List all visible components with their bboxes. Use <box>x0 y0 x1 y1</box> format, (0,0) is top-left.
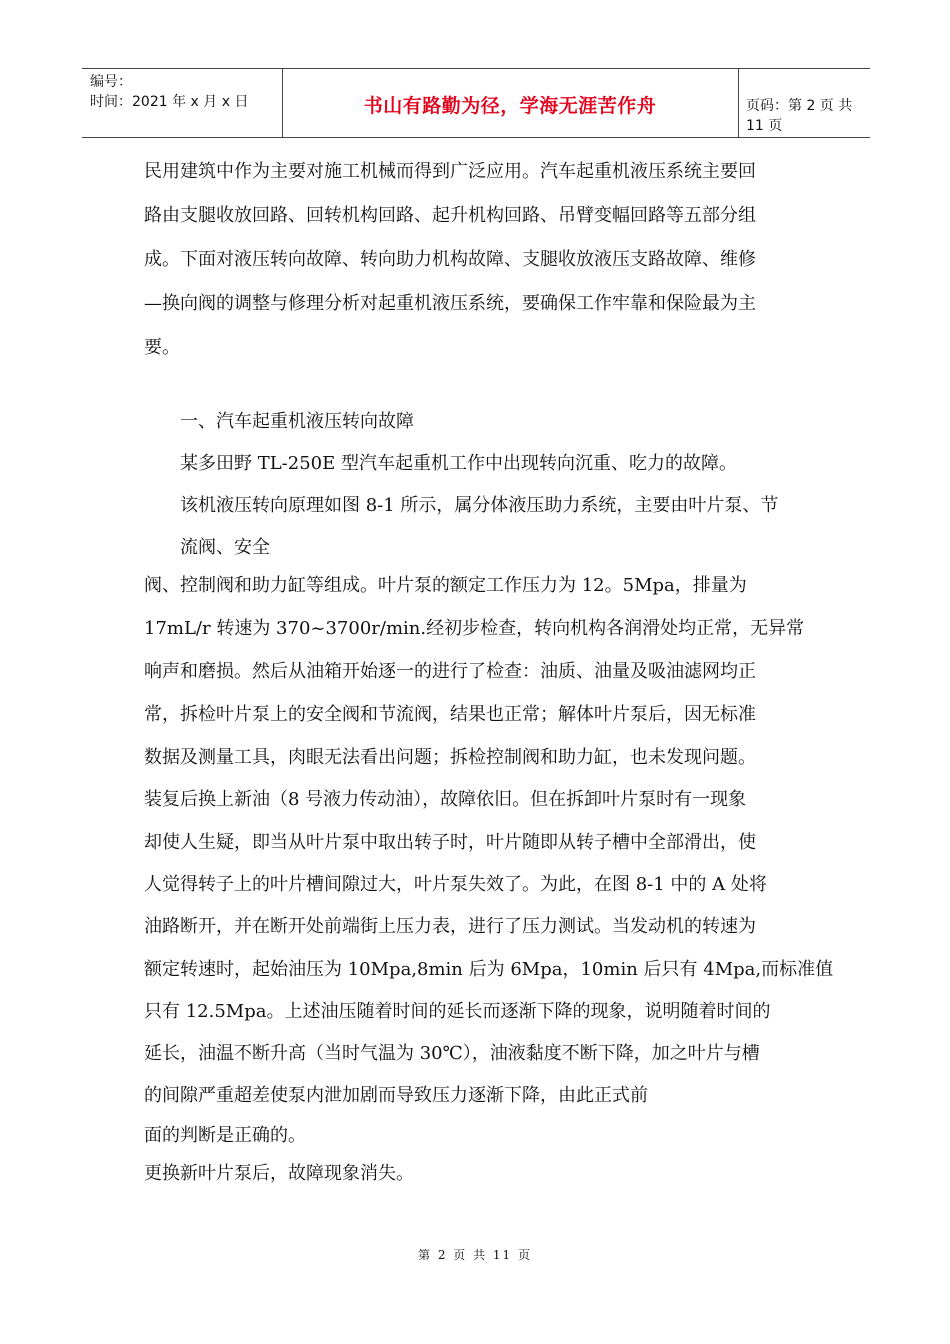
code-label: 编号： <box>90 74 132 90</box>
header-motto-cell <box>282 69 739 137</box>
body-line: 某多田野 TL-250E 型汽车起重机工作中出现转向沉重、吃力的故障。 <box>180 453 737 474</box>
body-line: 额定转速时，起始油压为 10Mpa,8min 后为 6Mpa，10min 后只有 4Mpa,而标准值 <box>144 959 834 980</box>
body-line: 面的判断是正确的。 <box>144 1125 306 1146</box>
section-heading: 一、汽车起重机液压转向故障 <box>180 411 414 432</box>
time-label: 时间：2021 年 x 月 x 日 <box>90 94 249 110</box>
body-line: 人觉得转子上的叶片槽间隙过大，叶片泵失效了。为此，在图 8-1 中的 A 处将 <box>144 874 767 895</box>
body-line: 该机液压转向原理如图 8-1 所示，属分体液压助力系统，主要由叶片泵、节 <box>180 495 779 516</box>
body-line: 民用建筑中作为主要对施工机械而得到广泛应用。汽车起重机液压系统主要回 <box>144 161 756 182</box>
body-line: 装复后换上新油（8 号液力传动油），故障依旧。但在拆卸叶片泵时有一现象 <box>144 789 747 810</box>
body-line: —换向阀的调整与修理分析对起重机液压系统，要确保工作牢靠和保险最为主 <box>144 293 756 314</box>
header-meta-cell <box>82 69 283 137</box>
motto: 书山有路勤为径，学海无涯苦作舟 <box>363 95 657 117</box>
body-line: 17mL/r 转速为 370~3700r/min.经初步检查，转向机构各润滑处均正常，无异常 <box>144 618 805 639</box>
body-line: 却使人生疑，即当从叶片泵中取出转子时，叶片随即从转子槽中全部滑出，使 <box>144 832 756 853</box>
body-line: 成。下面对液压转向故障、转向助力机构故障、支腿收放液压支路故障、维修 <box>144 249 756 270</box>
body-line: 路由支腿收放回路、回转机构回路、起升机构回路、吊臂变幅回路等五部分组 <box>144 205 756 226</box>
header-table <box>82 68 870 138</box>
page-footer: 第 2 页 共 11 页 <box>418 1248 532 1262</box>
body-line: 只有 12.5Mpa。上述油压随着时间的延长而逐渐下降的现象，说明随着时间的 <box>144 1001 771 1022</box>
body-line: 阀、控制阀和助力缸等组成。叶片泵的额定工作压力为 12。5Mpa，排量为 <box>144 575 747 596</box>
body-line: 油路断开，并在断开处前端街上压力表，进行了压力测试。当发动机的转速为 <box>144 916 756 937</box>
body-line: 延长，油温不断升高（当时气温为 30℃），油液黏度不断下降，加之叶片与槽 <box>144 1043 760 1064</box>
body-line: 的间隙严重超差使泵内泄加剧而导致压力逐渐下降，由此正式前 <box>144 1085 648 1106</box>
body-line: 流阀、安全 <box>180 537 270 558</box>
header-page-cell <box>738 69 870 137</box>
body-line: 常，拆检叶片泵上的安全阀和节流阀，结果也正常；解体叶片泵后，因无标准 <box>144 704 756 725</box>
body-line: 数据及测量工具，肉眼无法看出问题；拆检控制阀和助力缸，也未发现问题。 <box>144 747 756 768</box>
body-line: 更换新叶片泵后，故障现象消失。 <box>144 1163 414 1184</box>
body-line: 响声和磨损。然后从油箱开始逐一的进行了检查：油质、油量及吸油滤网均正 <box>144 661 756 682</box>
page-info: 页码：第 2 页 共 11 页 <box>746 98 853 134</box>
body-line: 要。 <box>144 337 180 358</box>
